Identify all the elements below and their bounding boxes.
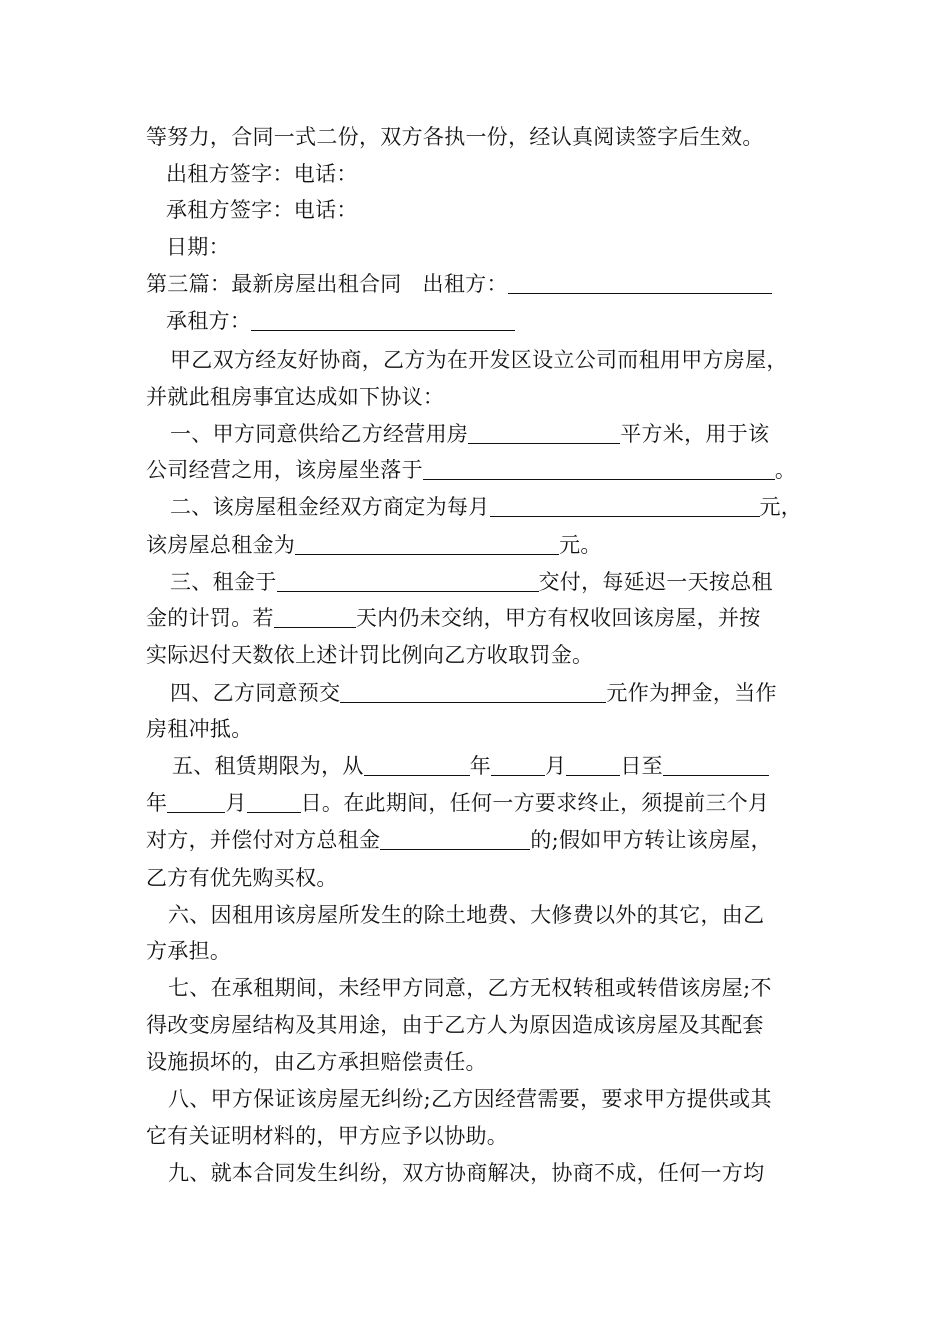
- text-line: 实际迟付天数依上述计罚比例向乙方收取罚金。: [146, 643, 594, 667]
- text-line: 等努力，合同一式二份，双方各执一份，经认真阅读签字后生效。: [146, 125, 764, 149]
- blank-line: [490, 494, 760, 517]
- text-line: 二、该房屋租金经双方商定为每月 元，: [170, 495, 803, 519]
- text-line: 七、在承租期间，未经甲方同意，乙方无权转租或转借该房屋;不: [168, 976, 772, 1000]
- blank-line: [364, 753, 470, 776]
- blank-line: [247, 790, 301, 813]
- text-line: 一、甲方同意供给乙方经营用房 平方米，用于该: [170, 422, 770, 446]
- text-line: 承租方：: [166, 307, 515, 335]
- text-line: 九、就本合同发生纠纷，双方协商解决，协商不成，任何一方均: [168, 1161, 765, 1185]
- blank-line: [468, 421, 620, 444]
- section-heading: 第三篇：最新房屋出租合同 出租方：: [146, 270, 772, 298]
- text-line: 八、甲方保证该房屋无纠纷;乙方因经营需要，要求甲方提供或其: [168, 1087, 772, 1111]
- text-line: 对方，并偿付对方总租金 的;假如甲方转让该房屋，: [146, 828, 772, 852]
- blank-line: [663, 753, 769, 776]
- text-line: 房租冲抵。: [146, 717, 253, 741]
- blank-line: [295, 532, 559, 555]
- text-line: 并就此租房事宜达成如下协议：: [146, 385, 445, 409]
- text-line: 得改变房屋结构及其用途，由于乙方人为原因造成该房屋及其配套: [146, 1013, 764, 1037]
- text-line: 四、乙方同意预交 元作为押金，当作: [170, 681, 777, 705]
- text-line: 日期：: [166, 235, 230, 259]
- text-line: 方承担。: [146, 939, 232, 963]
- text-line: 甲乙双方经友好协商，乙方为在开发区设立公司而租用甲方房屋，: [170, 348, 788, 372]
- text-line: 金的计罚。若 天内仍未交纳，甲方有权收回该房屋，并按: [146, 606, 761, 630]
- blank-line: [508, 271, 772, 294]
- blank-line: [340, 680, 606, 703]
- text-line: 年 月 日。在此期间，任何一方要求终止，须提前三个月: [146, 791, 770, 815]
- blank-line: [277, 569, 539, 592]
- blank-line: [167, 790, 225, 813]
- text-line: 乙方有优先购买权。: [146, 866, 338, 890]
- blank-line: [491, 753, 545, 776]
- text-line: 承租方签字：电话：: [166, 198, 358, 222]
- blank-line: [380, 827, 530, 850]
- text-line: 它有关证明材料的，甲方应予以协助。: [146, 1124, 509, 1148]
- blank-line: [566, 753, 620, 776]
- text-line: 五、租赁期限为，从 年 月 日至: [172, 752, 769, 780]
- text-line: 公司经营之用，该房屋坐落于 。: [146, 458, 797, 482]
- text-line: 三、租金于 交付，每延迟一天按总租: [170, 570, 773, 594]
- text-line: 设施损坏的，由乙方承担赔偿责任。: [146, 1050, 487, 1074]
- blank-line: [251, 308, 515, 331]
- text-line: 六、因租用该房屋所发生的除土地费、大修费以外的其它，由乙: [168, 903, 765, 927]
- blank-line: [423, 457, 775, 480]
- text-line: 该房屋总租金为 元。: [146, 533, 602, 557]
- blank-line: [274, 605, 356, 628]
- text-line: 出租方签字：电话：: [166, 162, 358, 186]
